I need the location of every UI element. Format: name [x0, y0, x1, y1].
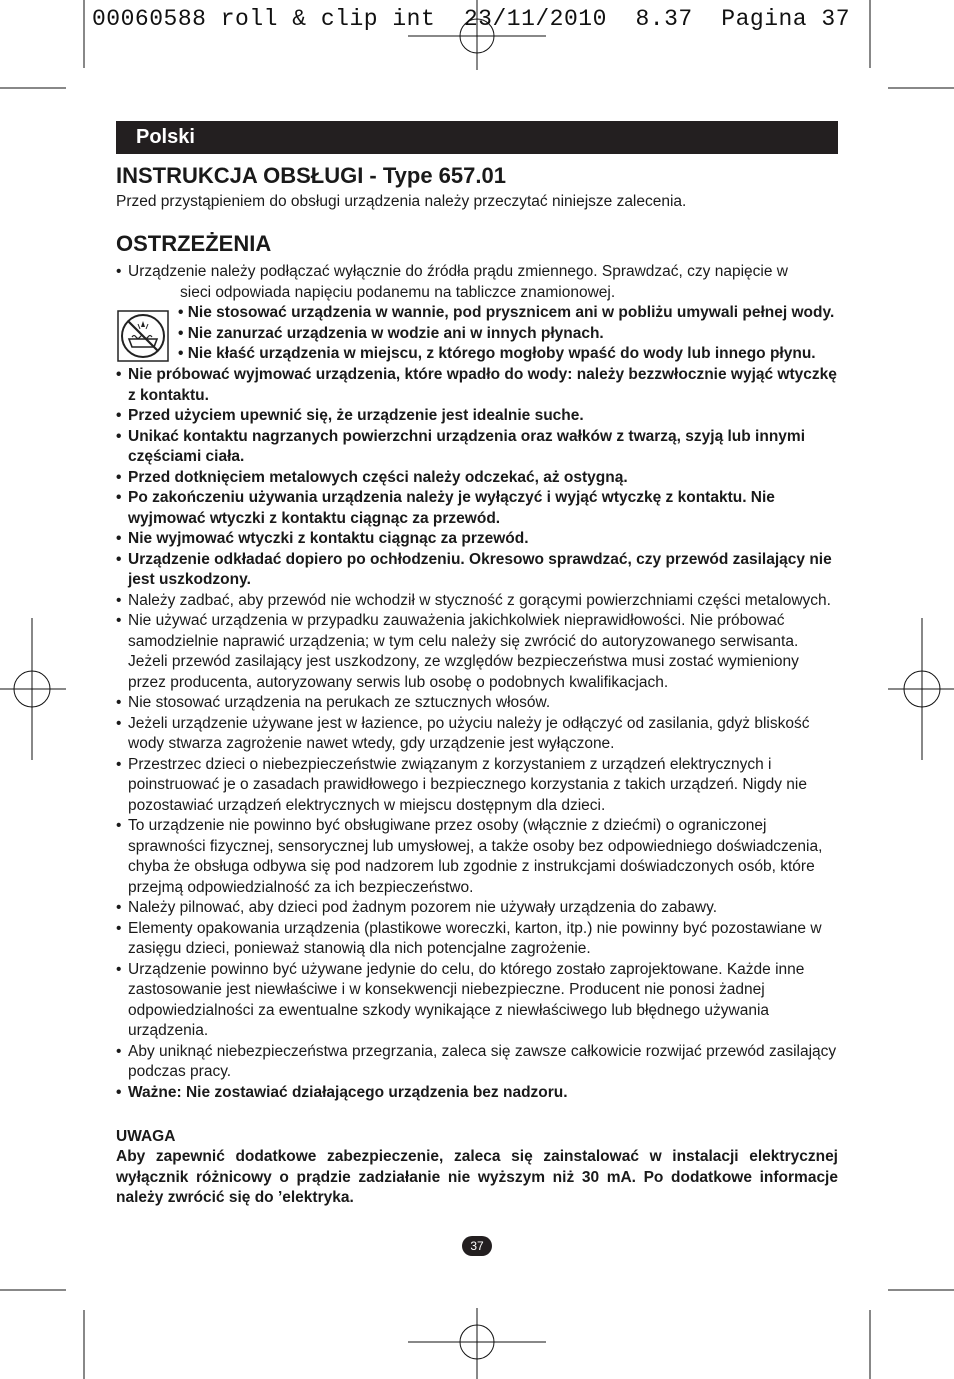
list-item: • Przestrzec dzieci o niebezpieczeństwie związanym z korzystaniem z urządzeń elektrycznych i poinstruować je o zasadach prawidłowego i bezpiecznego korzystania z takich urządzeń. Nigdy nie pozostawiać urządzeń elektrycznych w miejscu dostępnym dla dzieci.	[116, 755, 838, 817]
notice-block	[116, 1127, 838, 1209]
list-item: • Nie wyjmować wtyczki z kontaktu ciągnąc za przewód.	[116, 529, 838, 550]
list-item: • Ważne: Nie zostawiać działającego urządzenia bez nadzoru.	[116, 1083, 838, 1104]
language-label: Polski	[136, 126, 195, 148]
list-item: • Przed użyciem upewnić się, że urządzenie jest idealnie suche.	[116, 406, 838, 427]
list-item: • Aby uniknąć niebezpieczeństwa przegrzania, zaleca się zawsze całkowicie rozwijać przewód zasilający podczas pracy.	[116, 1042, 838, 1083]
section-title-warnings: OSTRZEŻENIA	[116, 231, 272, 256]
list-item: • Urządzenie odkładać dopiero po ochłodzeniu. Okresowo sprawdzać, czy przewód zasilający nie jest uszkodzony.	[116, 550, 838, 591]
list-item: • Nie stosować urządzenia na perukach ze sztucznych włosów.	[116, 693, 838, 714]
list-item: • Urządzenie powinno być używane jedynie do celu, do którego zostało zaprojektowane. Każde inne zastosowanie jest niewłaściwe i w konsekwencji niebezpieczne. Producent nie ponosi żadnej odpowiedzialności za ewentualne szkody wynikające z niewłaściwego lub błędnego używania urządzenia.	[116, 960, 838, 1042]
print-slug-header: 00060588 roll & clip int 23/11/2010 8.37 Pagina 37	[92, 6, 851, 32]
list-item: • Nie używać urządzenia w przypadku zauważenia jakichkolwiek nieprawidłowości. Nie próbować samodzielnie naprawić urządzenia; w tym celu należy się zwrócić do autoryzowanego serwisanta. Jeżeli przewód zasilający jest uszkodzony, ze względów bezpieczeństwa musi zostać wymieniony przez producenta, autoryzowany serwis lub osobę o podobnych kwalifikacjach.	[116, 611, 838, 693]
water-warning-block	[116, 303, 838, 365]
list-item: • Jeżeli urządzenie używane jest w łazience, po użyciu należy je odłączyć od zasilania, gdyż bliskość wody stwarza zagrożenie nawet wtedy, gdy urządzenie jest wyłączone.	[116, 714, 838, 755]
notice-heading: UWAGA	[116, 1128, 176, 1145]
list-item	[116, 262, 838, 303]
warnings-list	[116, 262, 838, 303]
manual-content	[116, 162, 838, 1209]
list-item: • Nie próbować wyjmować urządzenia, które wpadło do wody: należy bezzwłocznie wyjąć wtyczkę z kontaktu.	[116, 365, 838, 406]
document-title: INSTRUKCJA OBSŁUGI - Type 657.01	[116, 163, 506, 188]
list-item: • Należy zadbać, aby przewód nie wchodził w styczność z gorącymi powierzchniami części metalowych.	[116, 591, 838, 612]
no-water-bath-icon	[116, 309, 170, 363]
list-item: • Nie zanurzać urządzenia w wodzie ani w innych płynach.	[178, 324, 604, 342]
first-item-line2: sieci odpowiada napięciu podanemu na tabliczce znamionowej.	[180, 283, 616, 301]
list-item: • To urządzenie nie powinno być obsługiwane przez osoby (włącznie z dziećmi) o ograniczonej sprawności fizycznej, sensorycznej lub umysłowej, a także osoby bez odpowiedniego doświadczenia, chyba że obsługa odbywa się pod nadzorem lub zgodnie z instrukcjami doświadczonych osób, które przejmą odpowiedzialność za ich bezpieczeństwo.	[116, 816, 838, 898]
warnings-list-main	[116, 365, 838, 1103]
list-item: • Przed dotknięciem metalowych części należy odczekać, aż ostygną.	[116, 468, 838, 489]
notice-text: Aby zapewnić dodatkowe zabezpieczenie, zaleca się zainstalować w instalacji elektrycznej wyłącznik różnicowy o prądzie zadziałanie nie wyższym niż 30 mA. Po dodatkowe informacje należy zwrócić się do ’elektryka.	[116, 1148, 838, 1206]
icon-warnings-list	[178, 303, 838, 365]
list-item: • Elementy opakowania urządzenia (plastikowe woreczki, karton, itp.) nie powinny być pozostawiane w zasięgu dzieci, ponieważ stanowią dla nich potencjalne zagrożenie.	[116, 919, 838, 960]
intro-text: Przed przystąpieniem do obsługi urządzenia należy przeczytać niniejsze zalecenia.	[116, 193, 687, 210]
list-item: • Nie stosować urządzenia w wannie, pod prysznicem ani w pobliżu umywali pełnej wody.	[178, 304, 835, 321]
list-item: • Należy pilnować, aby dzieci pod żadnym pozorem nie używały urządzenia do zabawy.	[116, 898, 838, 919]
first-item-line1: Urządzenie należy podłączać wyłącznie do źródła prądu zmiennego. Sprawdzać, czy napięcie w	[128, 263, 788, 280]
list-item: • Po zakończeniu używania urządzenia należy je wyłączyć i wyjąć wtyczkę z kontaktu. Nie wyjmować wtyczki z kontaktu ciągnąc za przewód.	[116, 488, 838, 529]
list-item: • Unikać kontaktu nagrzanych powierzchni urządzenia oraz wałków z twarzą, szyją lub innymi częściami ciała.	[116, 427, 838, 468]
language-bar	[116, 121, 838, 154]
list-item: • Nie kłaść urządzenia w miejscu, z którego mogłoby wpaść do wody lub innego płynu.	[178, 345, 816, 362]
page-number-badge: 37	[462, 1236, 492, 1256]
